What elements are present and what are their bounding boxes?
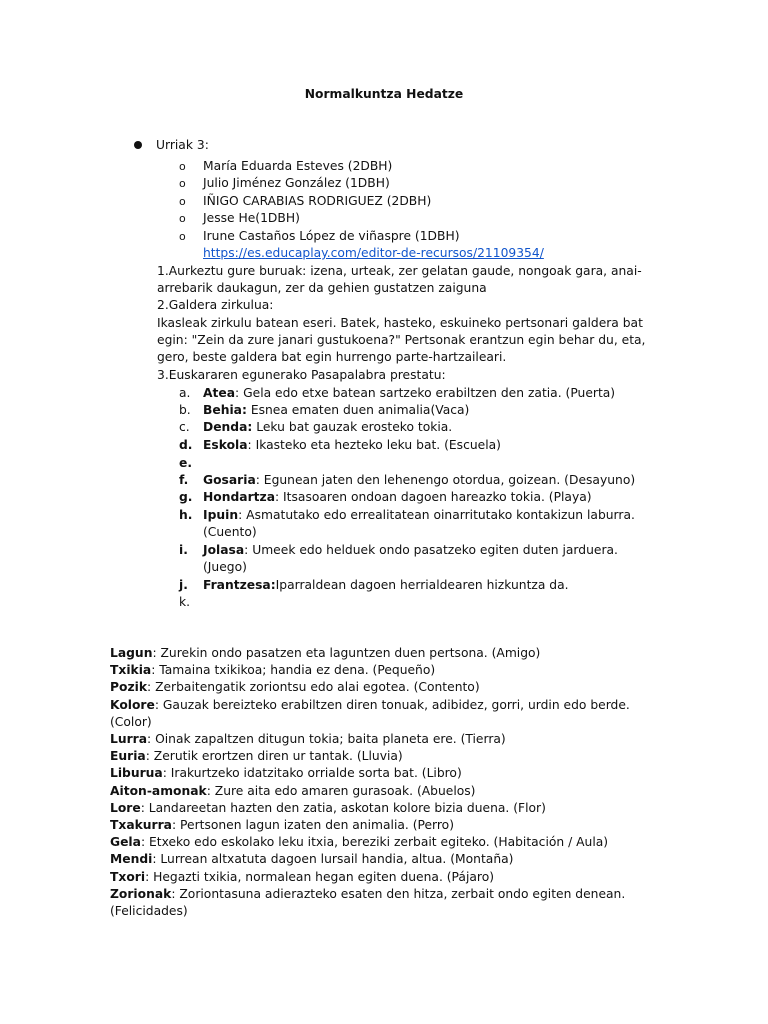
- list-letter: d.: [179, 438, 193, 452]
- list-letter: k.: [179, 595, 191, 609]
- definition: : Zerutik erortzen diren ur tantak. (Lluvia): [145, 749, 403, 764]
- term: Lagun: [110, 646, 153, 660]
- glossary-entry: [110, 697, 650, 731]
- bullet-dot: [134, 141, 142, 149]
- glossary-entry: [110, 783, 650, 800]
- term: Lore: [110, 800, 141, 815]
- list-item: [203, 419, 452, 436]
- list-item: [203, 472, 635, 489]
- term: Gela: [110, 835, 141, 850]
- list-letter: f.: [179, 473, 189, 487]
- definition: : Etxeko edo eskolako leku itxia, bereziki zerbait egiteko. (Habitación / Aula): [140, 835, 609, 850]
- list-item: [203, 542, 618, 559]
- definition: : Asmatutako edo errealitatean oinarritutako kontakizun laburra.: [238, 508, 635, 522]
- term: Liburua: [110, 766, 163, 781]
- glossary-entry: [110, 748, 650, 765]
- list-marker: o: [179, 160, 186, 173]
- definition: Leku bat gauzak erosteko tokia.: [252, 420, 453, 434]
- term: Hondartza: [203, 490, 275, 504]
- glossary-entry: [110, 662, 650, 679]
- member-name: Jesse He(1DBH): [203, 211, 300, 225]
- term: Atea: [203, 386, 236, 400]
- member-name: Irune Castaños López de viñaspre (1DBH): [203, 229, 460, 243]
- activity-2-line: egin: "Zein da zure janari gustukoena?" Pertsonak erantzun egin behar du, eta,: [157, 333, 646, 347]
- definition: : Irakurtzeko idatzitako orrialde sorta bat. (Libro): [162, 766, 462, 781]
- list-item: [203, 489, 592, 506]
- term: Aiton-amonak: [110, 783, 207, 798]
- term: Ipuin: [203, 508, 239, 522]
- definition: : Zurekin ondo pasatzen eta laguntzen duen pertsona. (Amigo): [152, 646, 541, 660]
- glossary: [110, 645, 650, 920]
- term: Frantzesa:: [203, 578, 276, 592]
- list-letter: g.: [179, 490, 193, 504]
- term: Pozik: [110, 680, 148, 695]
- term: Gosaria: [203, 473, 256, 487]
- list-item: [203, 507, 635, 524]
- activity-2-line: gero, beste galdera bat egin hurrengo parte-hartzaileari.: [157, 350, 507, 364]
- glossary-entry: [110, 800, 650, 817]
- list-item: [203, 385, 615, 402]
- term: Behia:: [203, 403, 247, 417]
- definition: Esnea ematen duen animalia(Vaca): [246, 403, 470, 417]
- list-marker: o: [179, 212, 186, 225]
- list-marker: o: [179, 177, 186, 190]
- list-letter: j.: [179, 578, 188, 592]
- definition: : Hegazti txikia, normalean hegan egiten duena. (Pájaro): [145, 869, 495, 884]
- definition: : Tamaina txikikoa; handia ez dena. (Pequeño): [151, 663, 436, 678]
- glossary-entry: [110, 834, 650, 851]
- list-letter: i.: [179, 543, 188, 557]
- glossary-entry: [110, 731, 650, 748]
- definition: : Oinak zapaltzen ditugun tokia; baita planeta ere. (Tierra): [147, 732, 506, 747]
- definition-continued: (Juego): [203, 560, 247, 574]
- definition: : Zerbaitengatik zoriontsu edo alai egotea. (Contento): [147, 680, 480, 695]
- list-letter: c.: [179, 420, 190, 434]
- group-label: Urriak 3:: [156, 138, 209, 152]
- definition: : Gela edo etxe batean sartzeko erabiltzen den zatia. (Puerta): [235, 386, 616, 400]
- term: Eskola: [203, 438, 248, 452]
- term: Txakurra: [110, 818, 172, 833]
- list-item: [203, 577, 569, 594]
- definition: : Zure aita edo amaren gurasoak. (Abuelos): [206, 783, 476, 798]
- term: Lurra: [110, 732, 148, 747]
- term: Euria: [110, 749, 146, 764]
- list-letter: b.: [179, 403, 191, 417]
- definition: : Itsasoaren ondoan dagoen hareazko tokia. (Playa): [275, 490, 592, 504]
- term: Kolore: [110, 697, 155, 712]
- definition: : Zoriontasuna adierazteko esaten den hitza, zerbait ondo egiten denean. (Felicidades): [110, 886, 626, 919]
- page-title: Normalkuntza Hedatze: [304, 87, 464, 101]
- list-letter: e.: [179, 456, 193, 470]
- term: Txori: [110, 869, 146, 884]
- definition: : Lurrean altxatuta dagoen lursail handia, altua. (Montaña): [152, 852, 514, 867]
- list-marker: o: [179, 230, 186, 243]
- definition: Iparraldean dagoen herrialdearen hizkuntza da.: [275, 578, 569, 592]
- member-name: Julio Jiménez González (1DBH): [203, 176, 390, 190]
- educaplay-link[interactable]: https://es.educaplay.com/editor-de-recursos/21109354/: [203, 246, 544, 260]
- glossary-entry: [110, 869, 650, 886]
- definition: : Landareetan hazten den zatia, askotan kolore bizia duena. (Flor): [140, 800, 546, 815]
- definition: : Gauzak bereizteko erabiltzen diren tonuak, adibidez, gorri, urdin edo berde. (Color): [110, 697, 630, 729]
- definition: : Ikasteko eta hezteko leku bat. (Escuela): [247, 438, 501, 452]
- list-item: [203, 437, 501, 454]
- activity-1-line: arrebarik daukagun, zer da gehien gustatzen zaiguna: [157, 281, 487, 295]
- list-letter: a.: [179, 386, 191, 400]
- member-name: María Eduarda Esteves (2DBH): [203, 159, 393, 173]
- definition: : Pertsonen lagun izaten den animalia. (Perro): [171, 818, 455, 833]
- glossary-entry: [110, 765, 650, 782]
- glossary-entry: [110, 886, 650, 920]
- term: Jolasa: [203, 543, 245, 557]
- activity-3-title: 3.Euskararen egunerako Pasapalabra prestatu:: [157, 368, 446, 382]
- definition-continued: (Cuento): [203, 525, 257, 539]
- list-item: [203, 402, 469, 419]
- term: Mendi: [110, 852, 153, 867]
- term: Txikia: [110, 663, 152, 678]
- activity-2-title: 2.Galdera zirkulua:: [157, 298, 274, 312]
- glossary-entry: [110, 851, 650, 868]
- term: Denda:: [203, 420, 253, 434]
- definition: : Egunean jaten den lehenengo otordua, goizean. (Desayuno): [255, 473, 636, 487]
- list-marker: o: [179, 195, 186, 208]
- list-letter: h.: [179, 508, 193, 522]
- activity-2-line: Ikasleak zirkulu batean eseri. Batek, hasteko, eskuineko pertsonari galdera bat: [157, 316, 643, 330]
- definition: : Umeek edo helduek ondo pasatzeko egiten duten jarduera.: [244, 543, 618, 557]
- glossary-entry: [110, 679, 650, 696]
- glossary-entry: [110, 817, 650, 834]
- glossary-entry: [110, 645, 650, 662]
- activity-1-line: 1.Aurkeztu gure buruak: izena, urteak, zer gelatan gaude, nongoak gara, anai-: [157, 264, 642, 278]
- term: Zorionak: [110, 886, 172, 901]
- member-name: IÑIGO CARABIAS RODRIGUEZ (2DBH): [203, 194, 432, 208]
